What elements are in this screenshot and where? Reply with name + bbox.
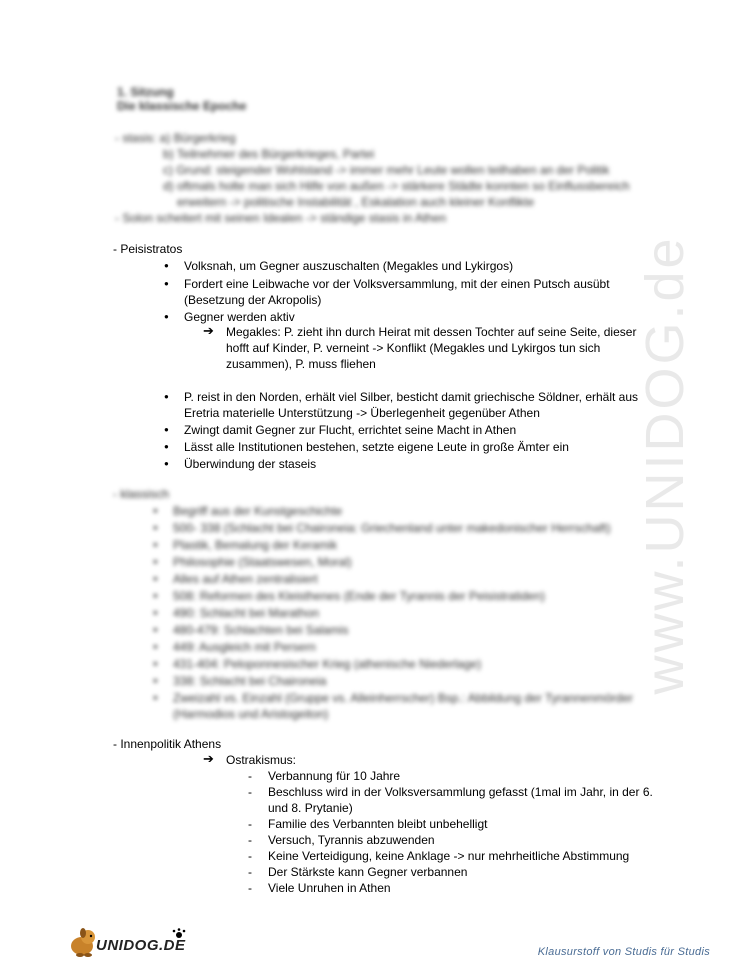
stasis-line: erweitern -> politische Instabilität , Eskalation auch kleiner Konflikte [177, 195, 535, 209]
section-heading: - Peisistratos [113, 242, 183, 256]
bullet-item: ● 431-404: Peloponnesischer Krieg (athenische Niederlage) [173, 656, 481, 672]
bullet-item: ● 449: Ausgleich mit Persern [173, 639, 316, 655]
bullet-item: ● Fordert eine Leibwache vor der Volksversammlung, mit der einen Putsch ausübt [184, 276, 610, 292]
arrow-continuation: zusammen), P. muss fliehen [226, 357, 376, 371]
arrow-item: Megakles: P. zieht ihn durch Heirat mit dessen Tochter auf seine Seite, dieser [226, 325, 637, 339]
footer-tagline: Klausurstoff von Studis für Studis [537, 946, 710, 958]
dash-item: - Versuch, Tyrannis abzuwenden [268, 832, 435, 848]
dash-continuation: und 8. Prytanie) [268, 801, 353, 815]
stasis-line: - stasis: a) Bürgerkrieg [115, 131, 236, 145]
bullet-continuation: Eretria materielle Unterstützung -> Überlegenheit gegenüber Athen [184, 406, 540, 420]
bullet-item: ● 500- 338 (Schlacht bei Chaironeia: Griechenland unter makedonischer Herrschaft) [173, 520, 611, 536]
bullet-item: ● Gegner werden aktiv [184, 309, 295, 325]
epoch-title: Die klassische Epoche [117, 99, 247, 113]
arrow-continuation: hofft auf Kinder, P. verneint -> Konflikt (Megakles und Lykirgos tun sich [226, 341, 601, 355]
bullet-item: ● 338: Schlacht bei Chaironeia [173, 673, 326, 689]
logo-text: UNIDOG.DE [96, 937, 186, 954]
bullet-item: ● 508: Reformen des Kleisthenes (Ende der Tyrannis der Peisistratiden) [173, 588, 545, 604]
stasis-line: - Solon scheitert mit seinen Idealen -> ständige stasis in Athen [115, 211, 447, 225]
section-heading: - Innenpolitik Athens [113, 737, 222, 751]
bullet-item: ● Begriff aus der Kunstgeschichte [173, 503, 342, 519]
bullet-item: ● 490: Schlacht bei Marathon [173, 605, 319, 621]
bullet-item: ● Philosophie (Staatswesen, Moral) [173, 554, 352, 570]
arrow-right-icon: ➔ [203, 323, 214, 338]
dash-item: - Verbannung für 10 Jahre [268, 768, 400, 784]
bullet-item: ● 480-479: Schlachten bei Salamis [173, 622, 348, 638]
bullet-continuation: (Besetzung der Akropolis) [184, 293, 322, 307]
stasis-line: b) Teilnehmer des Bürgerkrieges, Partei [163, 147, 375, 161]
stasis-line: c) Grund: steigender Wohlstand -> immer mehr Leute wollen teilhaben an der Politik [163, 163, 610, 177]
bullet-item: ● Zweizahl vs. Einzahl (Gruppe vs. Alleinherrscher) Bsp.: Abbildung der Tyrannenmörder [173, 690, 633, 706]
bullet-item: ● Alles auf Athen zentralisiert [173, 571, 318, 587]
dash-item: - Der Stärkste kann Gegner verbannen [268, 864, 467, 880]
arrow-item: Ostrakismus: [226, 753, 297, 767]
dash-item: - Beschluss wird in der Volksversammlung gefasst (1mal im Jahr, in der 6. [268, 784, 653, 800]
dash-item: - Keine Verteidigung, keine Anklage -> nur mehrheitliche Abstimmung [268, 848, 629, 864]
bullet-item: ● Überwindung der staseis [184, 456, 316, 472]
watermark: www.UNIDOG.de [635, 235, 695, 695]
session-title: 1. Sitzung [117, 85, 174, 99]
stasis-line: d) oftmals holte man sich Hilfe von außen -> stärkere Städte konnten so Einflussbereich [163, 179, 630, 193]
bullet-continuation: (Harmodios und Aristogeiton) [173, 707, 329, 721]
bullet-item: ● P. reist in den Norden, erhält viel Silber, besticht damit griechische Söldner, erhält aus [184, 389, 638, 405]
dash-item: - Viele Unruhen in Athen [268, 880, 391, 896]
bullet-item: ● Volksnah, um Gegner auszuschalten (Megakles und Lykirgos) [184, 258, 513, 274]
bullet-item: ● Plastik, Bemalung der Keramik [173, 537, 337, 553]
dog-icon [71, 928, 95, 957]
arrow-right-icon: ➔ [203, 751, 214, 766]
bullet-item: ● Zwingt damit Gegner zur Flucht, errichtet seine Macht in Athen [184, 422, 516, 438]
dash-item: - Familie des Verbannten bleibt unbehelligt [268, 816, 487, 832]
bullet-item: ● Lässt alle Institutionen bestehen, setzte eigene Leute in große Ämter ein [184, 439, 569, 455]
section-heading: - klassisch [113, 487, 170, 501]
